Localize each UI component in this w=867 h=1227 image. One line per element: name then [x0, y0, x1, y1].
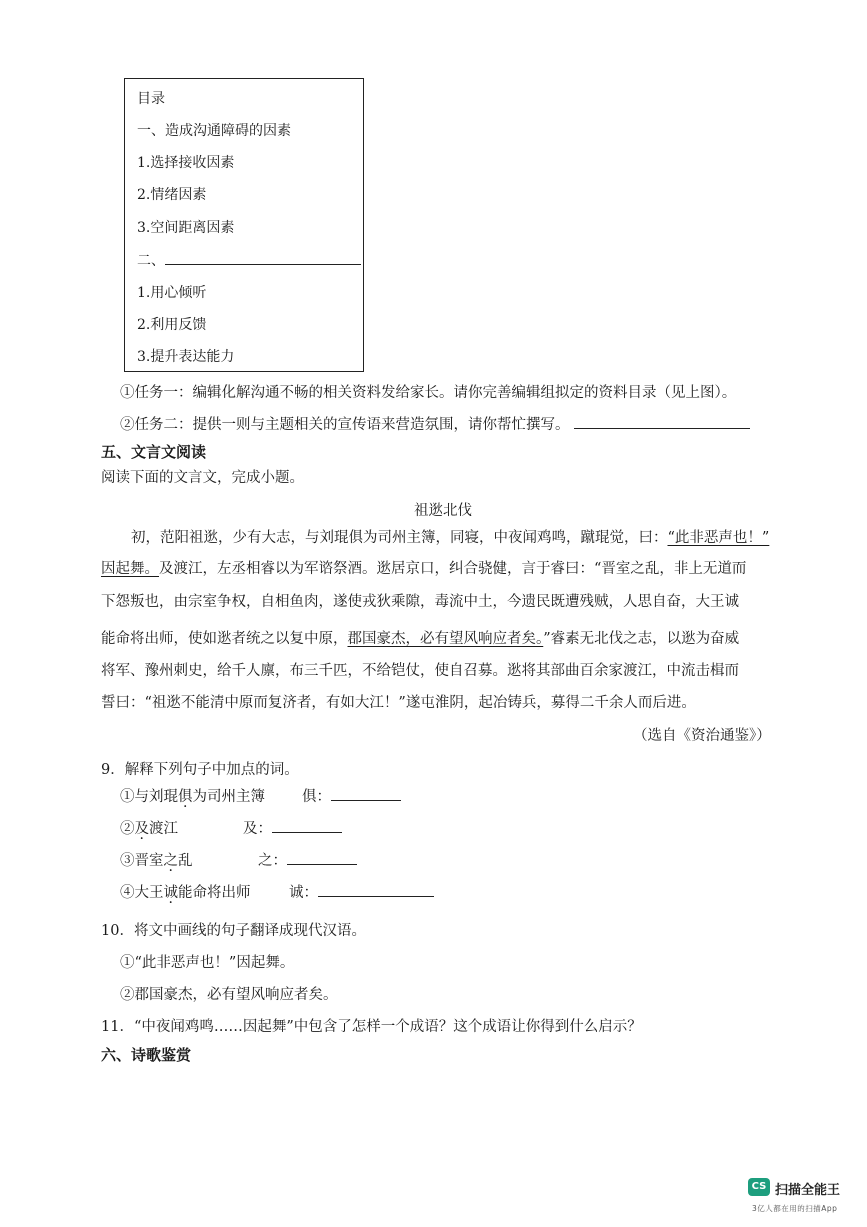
- passage-source: （选自《资治通鉴》）: [633, 728, 771, 744]
- q9-b-text: 渡江: [149, 821, 178, 837]
- question-9-d-answer: [289, 881, 434, 902]
- section-5-intro: 阅读下面的文言文，完成小题。: [101, 470, 304, 486]
- q9-a-blank[interactable]: [331, 786, 401, 801]
- question-10-a: ①“此非恶声也！”因起舞。: [120, 955, 295, 971]
- underlined-sentence: 郡国豪杰，必有望风响应者矣。: [347, 631, 544, 647]
- q9-a-text: 为司州主簿: [192, 789, 265, 805]
- question-11-stem: 11．“中夜闻鸡鸣……因起舞”中包含了怎样一个成语？这个成语让你得到什么启示？: [101, 1019, 642, 1035]
- question-9-d: [120, 881, 251, 902]
- passage-line: 下怨叛也，由宗室争权，自相鱼肉，遂使戎狄乘隙，毒流中土，今遗民既遭残贼，人思自奋，大王诚: [101, 594, 739, 610]
- passage-title: 祖逖北伐: [414, 503, 472, 519]
- passage-line: [131, 526, 769, 547]
- task-2: [120, 413, 750, 434]
- question-9-a: [120, 785, 265, 806]
- question-9-c: [120, 849, 193, 870]
- question-10-b: ②郡国豪杰，必有望风响应者矣。: [120, 987, 338, 1003]
- q9-d-text: ④大王: [120, 885, 164, 901]
- section-5-heading: 五、文言文阅读: [101, 443, 207, 461]
- task-1: ①任务一：编辑化解沟通不畅的相关资料发给家长。请你完善编辑组拟定的资料目录（见上图）。: [120, 385, 737, 401]
- passage-line: 将军、豫州刺史，给千人廪，布三千匹，不给铠仗，使自召募。逖将其部曲百余家渡江，中流击楫而: [101, 663, 739, 679]
- q9-d-text: 能命将出师: [178, 885, 251, 901]
- toc-section-1: 一、造成沟通障碍的因素: [137, 123, 291, 139]
- q9-c-blank[interactable]: [287, 850, 357, 865]
- camscanner-name: 扫描全能王: [775, 1183, 841, 1198]
- passage-text: ”睿素无北伐之志，以逖为奋威: [543, 631, 740, 647]
- question-9-stem: 9．解释下列句子中加点的词。: [101, 762, 299, 778]
- question-9-c-answer: [258, 849, 357, 870]
- toc-title: 目录: [137, 91, 165, 107]
- q9-d-blank[interactable]: [318, 882, 434, 897]
- dotted-word: 俱: [178, 789, 193, 805]
- camscanner-logo: CS: [748, 1178, 770, 1196]
- toc-item: 1.选择接收因素: [137, 155, 235, 171]
- passage-line: 誓曰：“祖逖不能清中原而复济者，有如大江！”遂屯淮阴，起冶铸兵，募得二千余人而后进。: [101, 695, 696, 711]
- toc-item: 3.提升表达能力: [137, 349, 235, 365]
- underlined-sentence: “此非恶声也！”: [667, 530, 770, 546]
- passage-text: 及渡江，左丞相睿以为军谘祭酒。逖居京口，纠合骁健，言于睿曰：“晋室之乱，非上无道而: [159, 561, 747, 577]
- q9-b-blank[interactable]: [272, 818, 342, 833]
- passage-line: [101, 627, 739, 648]
- q9-b-text: ②: [120, 821, 135, 837]
- toc-section-2: [137, 250, 361, 270]
- section-6-heading: 六、诗歌鉴赏: [101, 1046, 192, 1064]
- q9-d-label: 诚：: [289, 885, 318, 901]
- toc-item: 2.利用反馈: [137, 317, 207, 333]
- passage-line: [101, 557, 746, 578]
- q9-c-label: 之：: [258, 853, 287, 869]
- q9-b-label: 及：: [243, 821, 272, 837]
- toc-section-2-blank[interactable]: [165, 250, 361, 265]
- dotted-word: 之: [163, 853, 178, 869]
- camscanner-tagline: 3亿人都在用的扫描App: [752, 1204, 838, 1213]
- question-9-b: [120, 817, 178, 838]
- toc-item: 3.空间距离因素: [137, 220, 235, 236]
- question-10-stem: 10．将文中画线的句子翻译成现代汉语。: [101, 923, 366, 939]
- q9-c-text: ③晋室: [120, 853, 164, 869]
- q9-a-label: 俱：: [302, 789, 331, 805]
- q9-c-text: 乱: [178, 853, 193, 869]
- toc-item: 2.情绪因素: [137, 187, 207, 203]
- toc-section-2-label: 二、: [137, 253, 165, 269]
- dotted-word: 诚: [163, 885, 178, 901]
- toc-item: 1.用心倾听: [137, 285, 207, 301]
- passage-text: 初，范阳祖逖，少有大志，与刘琨俱为司州主簿，同寝，中夜闻鸡鸣，蹴琨觉，曰：: [131, 530, 668, 546]
- q9-a-text: ①与刘琨: [120, 789, 178, 805]
- dotted-word: 及: [134, 821, 149, 837]
- question-9-a-answer: [302, 785, 401, 806]
- passage-text: 能命将出师，使如逖者统之以复中原，: [101, 631, 348, 647]
- task-2-blank[interactable]: [574, 414, 750, 429]
- underlined-sentence: 因起舞。: [101, 561, 159, 577]
- task-2-text: ②任务二：提供一则与主题相关的宣传语来营造氛围，请你帮忙撰写。: [120, 417, 570, 433]
- question-9-b-answer: [243, 817, 342, 838]
